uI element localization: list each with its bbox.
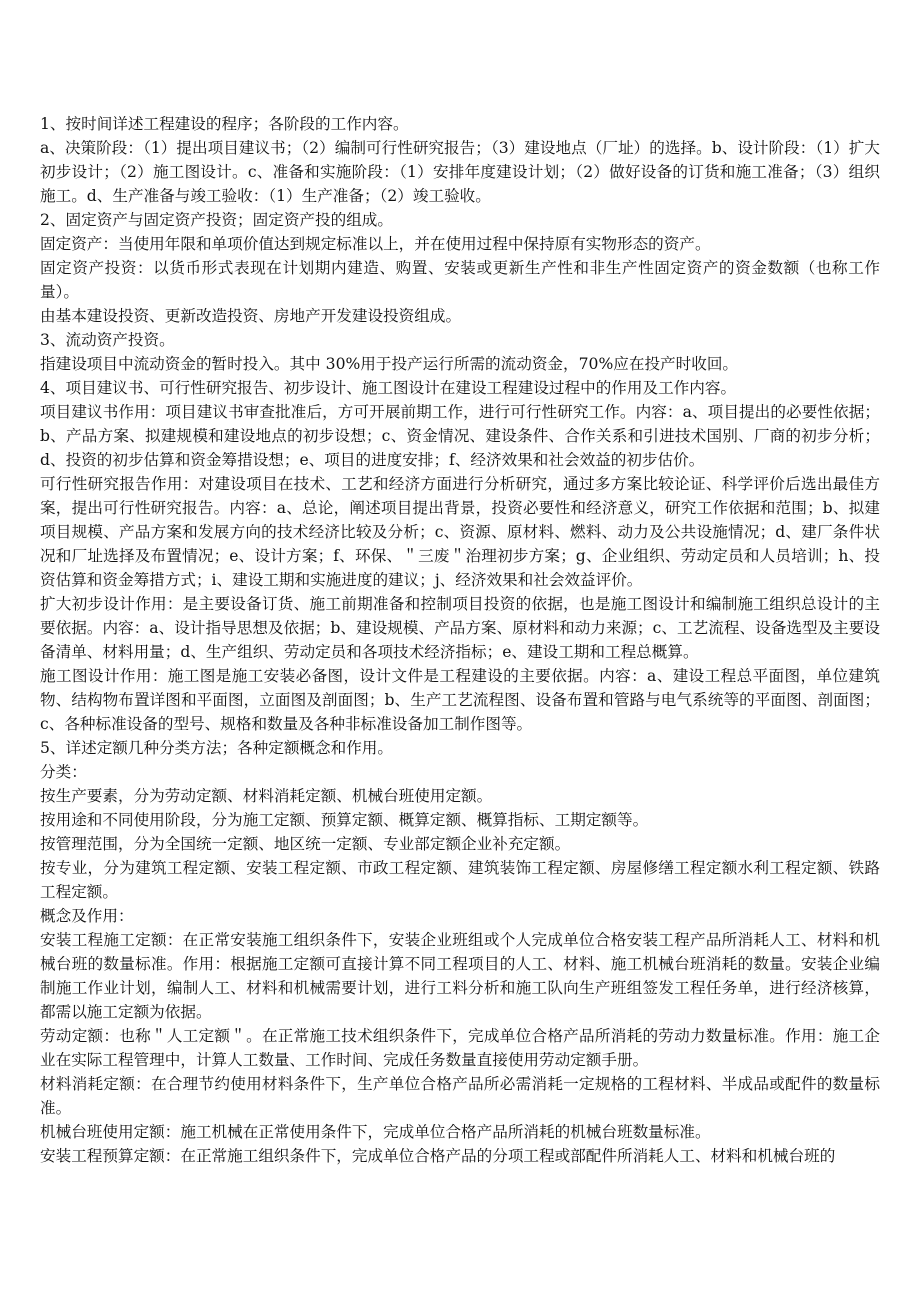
preliminary-design-role: 扩大初步设计作用：是主要设备订货、施工前期准备和控制项目投资的依据，也是施工图设计和编制施工组织总设计的主要依据。内容：a、设计指导思想及依据；b、建设规模、产品方案、原材料和动力来源；c、工艺流程、设备选型及主要设备清单、材料用量；d、生产组织、劳动定员和各项技术经济指标；e、建设工期和工程总概算。 (40, 595, 880, 661)
fixed-assets-definition: 固定资产：当使用年限和单项价值达到规定标准以上，并在使用过程中保持原有实物形态的资产。 (40, 235, 711, 253)
installation-budget-quota: 安装工程预算定额：在正常施工组织条件下，完成单位合格产品的分项工程或部配件所消耗人工、材料和机械台班的 (40, 1147, 836, 1165)
classification-by-specialty: 按专业，分为建筑工程定额、安装工程定额、市政工程定额、建筑装饰工程定额、房屋修缮工程定额水利工程定额、铁路工程定额。 (40, 859, 880, 901)
classification-by-management: 按管理范围，分为全国统一定额、地区统一定额、专业部定额企业补充定额。 (40, 835, 571, 853)
classification-label: 分类： (40, 763, 87, 781)
project-proposal-role: 项目建议书作用：项目建议书审查批准后，方可开展前期工作，进行可行性研究工作。内容：a、项目提出的必要性依据；b、产品方案、拟建规模和建设地点的初步设想；c、资金情况、建设条件、合作关系和引进技术国别、厂商的初步分析；d、投资的初步估算和资金筹措设想；e、项目的进度安排；f、经济效果和社会效益的初步估价。 (40, 403, 880, 469)
machine-shift-quota: 机械台班使用定额：施工机械在正常使用条件下，完成单位合格产品所消耗的机械台班数量标准。 (40, 1123, 711, 1141)
document-body (40, 112, 880, 1168)
installation-construction-quota: 安装工程施工定额：在正常安装施工组织条件下，安装企业班组或个人完成单位合格安装工程产品所消耗人工、材料和机械台班的数量标准。作用：根据施工定额可直接计算不同工程项目的人工、材料、施工机械台班消耗的数量。安装企业编制施工作业计划，编制人工、材料和机械需要计划，进行工料分析和施工队向生产班组签发工程任务单，进行经济核算，都需以施工定额为依据。 (40, 931, 880, 1021)
concept-label: 概念及作用： (40, 907, 134, 925)
question-2-heading: 2、固定资产与固定资产投资；固定资产投的组成。 (40, 211, 393, 229)
answer-1-stages: a、决策阶段：（1）提出项目建议书；（2）编制可行性研究报告；（3）建设地点（厂址）的选择。b、设计阶段：（1）扩大初步设计；（2）施工图设计。c、准备和实施阶段：（1）安排年度建设计划；（2）做好设备的订货和施工准备；（3）组织施工。d、生产准备与竣工验收：（1）生产准备；（2）竣工验收。 (40, 139, 880, 205)
question-3-heading: 3、流动资产投资。 (40, 331, 175, 349)
fixed-asset-investment-definition: 固定资产投资：以货币形式表现在计划期内建造、购置、安装或更新生产性和非生产性固定资产的资金数额（也称工作量）。 (40, 259, 880, 301)
fixed-asset-investment-composition: 由基本建设投资、更新改造投资、房地产开发建设投资组成。 (40, 307, 462, 325)
question-1-heading: 1、按时间详述工程建设的程序；各阶段的工作内容。 (40, 115, 409, 133)
feasibility-study-role: 可行性研究报告作用：对建设项目在技术、工艺和经济方面进行分析研究，通过多方案比较论证、科学评价后选出最佳方案，提出可行性研究报告。内容：a、总论，阐述项目提出背景，投资必要性和经济意义，研究工作依据和范围；b、拟建项目规模、产品方案和发展方向的技术经济比较及分析；c、资源、原材料、燃料、动力及公共设施情况；d、建厂条件状况和厂址选择及布置情况；e、设计方案；f、环保、＂三废＂治理初步方案；g、企业组织、劳动定员和人员培训；h、投资估算和资金筹措方式；i、建设工期和实施进度的建议；j、经济效果和社会效益评价。 (40, 475, 880, 589)
material-consumption-quota: 材料消耗定额：在合理节约使用材料条件下，生产单位合格产品所必需消耗一定规格的工程材料、半成品或配件的数量标准。 (40, 1075, 880, 1117)
current-asset-investment-definition: 指建设项目中流动资金的暂时投入。其中 30%用于投产运行所需的流动资金，70%应在投产时收回。 (40, 355, 739, 373)
labor-quota: 劳动定额：也称＂人工定额＂。在正常施工技术组织条件下，完成单位合格产品所消耗的劳动力数量标准。作用：施工企业在实际工程管理中，计算人工数量、工作时间、完成任务数量直接使用劳动定额手册。 (40, 1027, 880, 1069)
construction-drawing-role: 施工图设计作用：施工图是施工安装必备图，设计文件是工程建设的主要依据。内容：a、建设工程总平面图，单位建筑物、结构物布置详图和平面图，立面图及剖面图；b、生产工艺流程图、设备布置和管路与电气系统等的平面图、剖面图；c、各种标准设备的型号、规格和数量及各种非标准设备加工制作图等。 (40, 667, 880, 733)
question-4-heading: 4、项目建议书、可行性研究报告、初步设计、施工图设计在建设工程建设过程中的作用及工作内容。 (40, 379, 737, 397)
question-5-heading: 5、详述定额几种分类方法；各种定额概念和作用。 (40, 739, 393, 757)
classification-by-use: 按用途和不同使用阶段，分为施工定额、预算定额、概算定额、概算指标、工期定额等。 (40, 811, 649, 829)
classification-by-production-factor: 按生产要素，分为劳动定额、材料消耗定额、机械台班使用定额。 (40, 787, 493, 805)
